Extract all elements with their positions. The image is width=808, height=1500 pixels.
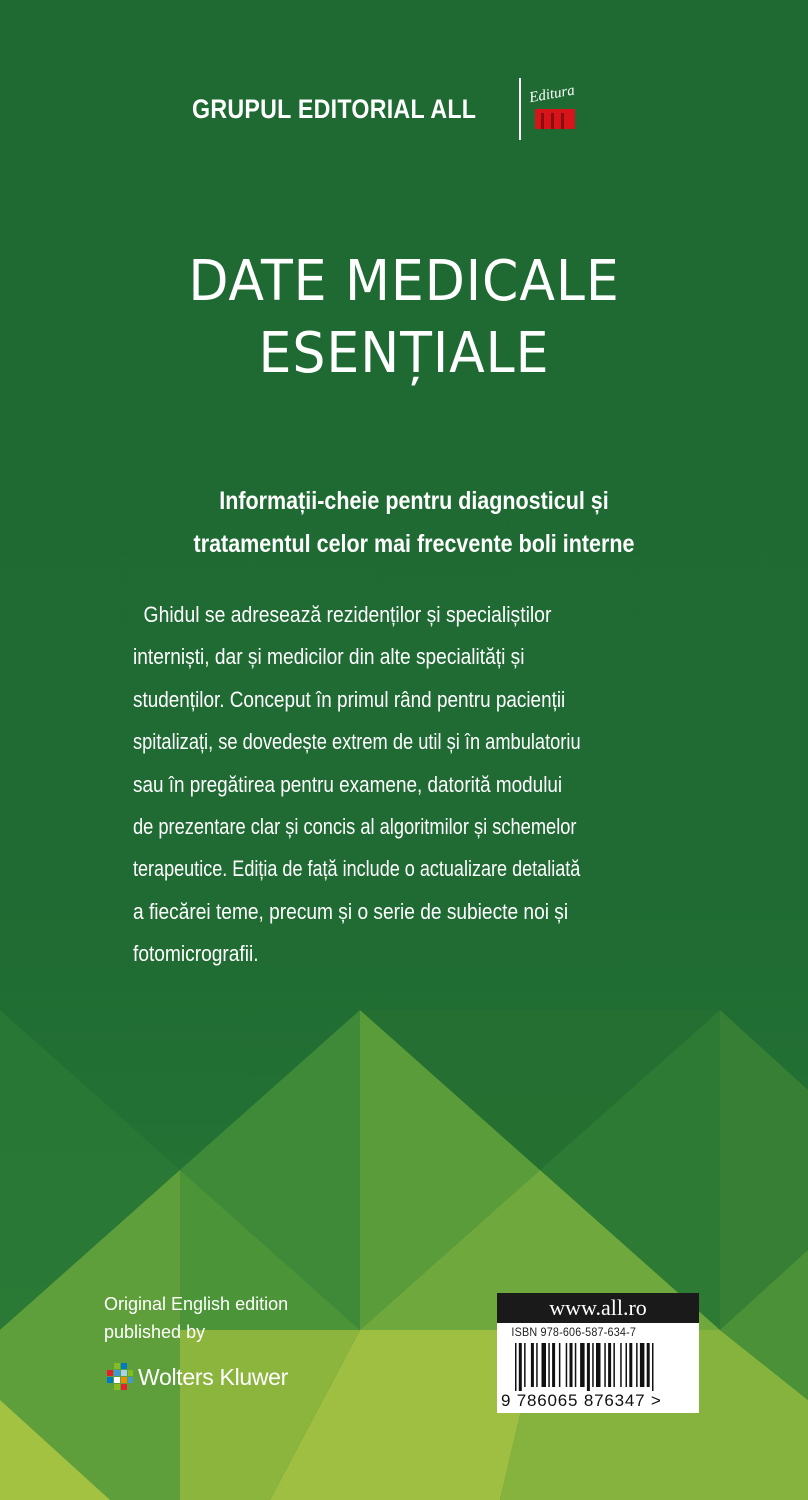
description-line: de prezentare clar și concis al algoritmilor și schemelor: [133, 814, 577, 840]
barcode-bar: [570, 1343, 573, 1387]
barcode-bar: [548, 1343, 550, 1387]
wolters-kluwer-mosaic-icon: [104, 1362, 134, 1392]
wolters-kluwer-logo: [104, 1362, 288, 1392]
book-subtitle: [124, 480, 704, 566]
original-edition-line-1: Original English edition: [104, 1294, 289, 1314]
wolters-kluwer-name: Wolters Kluwer: [138, 1363, 289, 1390]
barcode-bar: [596, 1343, 601, 1387]
description-line: interniști, dar și medicilor din alte specialități și: [133, 644, 525, 670]
barcode-bar: [566, 1343, 568, 1387]
subtitle-line-1: Informații-cheie pentru diagnosticul și: [219, 487, 609, 515]
barcode-bar: [608, 1343, 611, 1387]
barcode-bar: [552, 1343, 555, 1387]
editura-all-logo: [527, 85, 579, 133]
barcode-bar: [592, 1343, 594, 1387]
barcode-bar: [652, 1343, 654, 1391]
barcode-digits: 9 786065 876347 >: [501, 1391, 662, 1410]
barcode-bar: [636, 1343, 638, 1387]
description-line: fotomicrografii.: [133, 941, 259, 967]
original-edition-line-2: published by: [104, 1322, 206, 1342]
barcode-bar: [587, 1343, 590, 1391]
description-line: studenților. Conceput în primul rând pentru pacienții: [133, 686, 566, 712]
description-line: terapeutice. Ediția de față include o actualizare detaliată: [133, 856, 581, 882]
barcode-bar: [620, 1343, 622, 1387]
barcode-bar: [542, 1343, 547, 1387]
description-line: sau în pregătirea pentru examene, datorită modului: [133, 771, 563, 797]
barcode-bar: [536, 1343, 538, 1387]
barcode-bars: [501, 1343, 695, 1391]
isbn-label: ISBN 978-606-587-634-7: [511, 1325, 637, 1339]
barcode-bar: [647, 1343, 650, 1387]
barcode-bar: [531, 1343, 534, 1387]
barcode-bar: [559, 1343, 561, 1387]
title-line-1: DATE MEDICALE: [188, 249, 620, 314]
description-line: spitalizați, se dovedește extrem de util și în ambulatoriu: [133, 729, 581, 755]
barcode-bar: [640, 1343, 645, 1387]
description-line: Ghidul se adresează rezidenților și specialiștilor: [143, 602, 552, 627]
barcode-bar: [515, 1343, 517, 1391]
barcode-bar: [575, 1343, 577, 1387]
description-line: a fiecărei teme, precum și o serie de subiecte noi și: [133, 898, 569, 924]
barcode-bar: [629, 1343, 632, 1387]
svg-text:Editura: Editura: [528, 85, 577, 107]
barcode-bar: [580, 1343, 585, 1387]
barcode-bar: [519, 1343, 522, 1391]
book-description: [133, 594, 701, 976]
barcode-bar: [626, 1343, 628, 1387]
publisher-name: GRUPUL EDITORIAL ALL: [192, 93, 477, 124]
publisher-header: [192, 84, 579, 134]
publisher-url: www.all.ro: [497, 1293, 699, 1323]
subtitle-line-2: tratamentul celor mai frecvente boli interne: [193, 530, 635, 558]
title-line-2: ESENȚIALE: [258, 321, 550, 386]
barcode-bar: [604, 1343, 606, 1387]
barcode-bar: [613, 1343, 615, 1387]
original-edition-note: [104, 1290, 288, 1346]
barcode-bar: [524, 1343, 526, 1387]
publisher-divider: [519, 78, 521, 140]
isbn-barcode-panel: [497, 1293, 699, 1413]
book-title: [0, 246, 808, 390]
